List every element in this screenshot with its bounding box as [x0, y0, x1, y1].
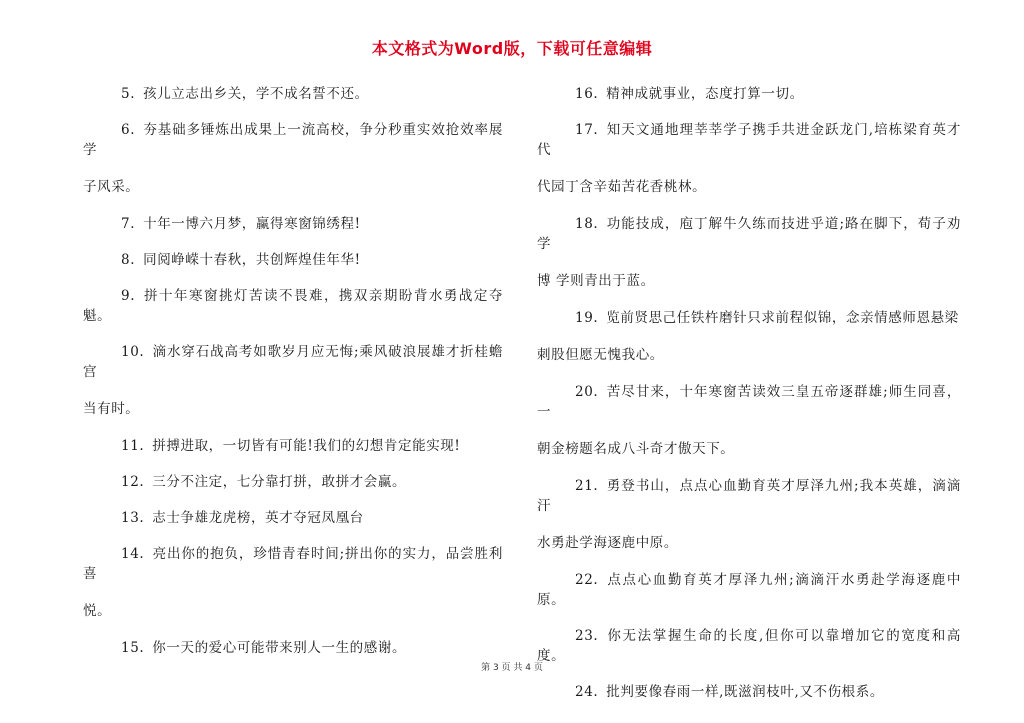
item-text: 三分不注定，七分靠打拼，敢拼才会赢。 [152, 474, 407, 490]
item-text-continued: 当有时。 [83, 401, 140, 417]
item-text: 苦尽甘来，十年寒窗苦读效三皇五帝逐群雄;师生同喜，一 [537, 384, 961, 420]
item-number: 12. [121, 474, 145, 490]
list-item [83, 544, 503, 621]
right-column [537, 84, 961, 718]
item-number: 5. [121, 86, 136, 102]
item-text: 勇登书山，点点心血勤育英才厚泽九州;我本英雄，滴滴汗 [537, 478, 961, 514]
item-number: 11. [121, 438, 145, 454]
list-item [83, 342, 503, 419]
item-text: 滴水穿石战高考如歌岁月应无悔;乘风破浪展雄才折桂蟾宫 [83, 344, 503, 380]
item-number: 19. [575, 310, 599, 326]
list-item [537, 214, 961, 291]
item-text: 夯基础多锤炼出成果上一流高校，争分秒重实效抢效率展学 [83, 122, 503, 158]
item-text-continued: 代园丁含辛茹苦花香桃林。 [537, 179, 707, 195]
item-number: 24. [575, 684, 599, 700]
item-number: 16. [575, 86, 599, 102]
item-number: 20. [575, 384, 599, 400]
item-text: 览前贤思己任铁杵磨针只求前程似锦，念亲情感师恩悬梁 [606, 310, 959, 326]
item-text: 孩儿立志出乡关，学不成名誓不还。 [143, 86, 369, 102]
item-text-continued: 朝金榜题名成八斗奇才傲天下。 [537, 441, 735, 457]
item-text: 功能技成，庖丁解牛久练而技进乎道;路在脚下，荀子劝学 [537, 216, 961, 252]
page-footer: 第 3 页 共 4 页 [481, 663, 543, 673]
list-item [83, 120, 503, 197]
item-number: 7. [121, 216, 136, 232]
item-text-continued: 子风采。 [83, 179, 140, 195]
item-text: 精神成就事业，态度打算一切。 [606, 86, 804, 102]
item-number: 18. [575, 216, 599, 232]
list-item [83, 508, 503, 528]
item-text: 亮出你的抱负，珍惜青春时间;拼出你的实力，品尝胜利喜 [83, 546, 503, 582]
item-number: 8. [121, 252, 136, 268]
item-text: 知天文通地理莘莘学子携手共进金跃龙门,培栋梁育英才代 [537, 122, 961, 158]
item-text: 同阅峥嵘十春秋，共创辉煌佳年华! [143, 252, 361, 268]
list-item [537, 84, 961, 104]
item-text: 点点心血勤育英才厚泽九州;滴滴汗水勇赴学海逐鹿中原。 [537, 572, 961, 608]
list-item [537, 120, 961, 197]
list-item [83, 436, 503, 456]
item-text: 志士争雄龙虎榜，英才夺冠凤凰台 [152, 510, 364, 526]
left-column [83, 84, 503, 674]
item-text: 拼十年寒窗挑灯苦读不畏难，携双亲期盼背水勇战定夺魁。 [83, 288, 503, 324]
item-number: 23. [575, 628, 599, 644]
list-item [83, 250, 503, 270]
list-item [537, 308, 961, 365]
item-text-continued: 悦。 [83, 603, 112, 619]
item-text-continued: 水勇赴学海逐鹿中原。 [537, 535, 678, 551]
list-item [537, 382, 961, 459]
item-number: 10. [121, 344, 145, 360]
list-item [83, 84, 503, 104]
document-header: 本文格式为Word版，下载可任意编辑 [371, 39, 653, 58]
item-text-continued: 刺股但愿无愧我心。 [537, 347, 664, 363]
list-item [83, 214, 503, 234]
item-text: 你无法掌握生命的长度,但你可以靠增加它的宽度和高度。 [537, 628, 961, 664]
item-number: 14. [121, 546, 145, 562]
item-number: 21. [575, 478, 599, 494]
item-text-continued: 博 学则青出于蓝。 [537, 273, 655, 289]
list-item [537, 682, 961, 702]
item-number: 22. [575, 572, 599, 588]
list-item [537, 476, 961, 553]
item-text: 十年一博六月梦，赢得寒窗锦绣程! [143, 216, 361, 232]
item-number: 17. [575, 122, 599, 138]
item-text: 你一天的爱心可能带来别人一生的感谢。 [152, 640, 407, 656]
item-text: 批判要像春雨一样,既滋润枝叶,又不伤根系。 [606, 684, 884, 700]
item-number: 9. [121, 288, 136, 304]
item-number: 6. [121, 122, 136, 138]
item-number: 13. [121, 510, 145, 526]
list-item [83, 286, 503, 326]
item-text: 拼搏进取，一切皆有可能!我们的幻想肯定能实现! [152, 438, 461, 454]
list-item [537, 570, 961, 610]
list-item [83, 638, 503, 658]
list-item [83, 472, 503, 492]
item-number: 15. [121, 640, 145, 656]
